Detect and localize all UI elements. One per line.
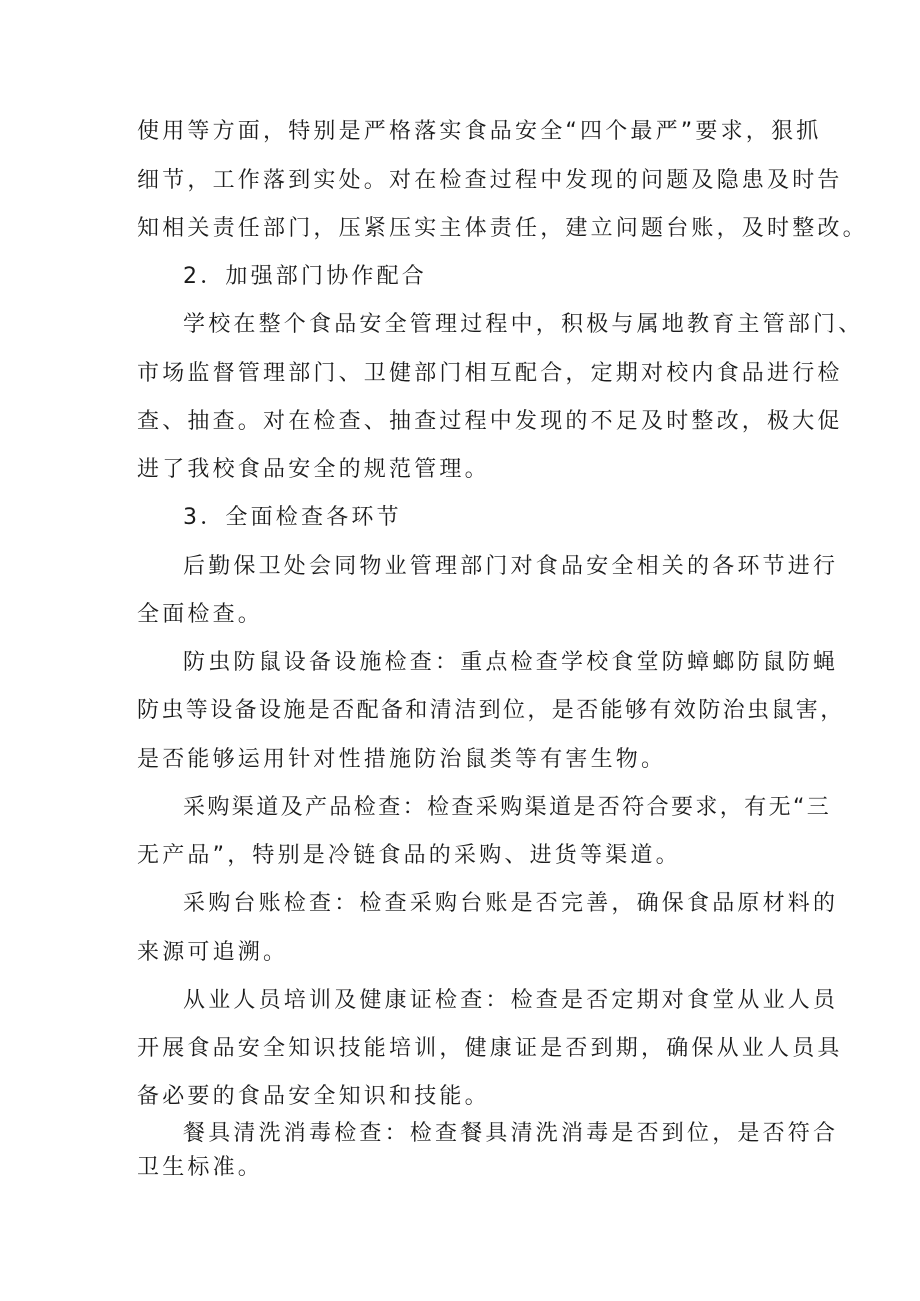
paragraph-line: 全面检查。: [137, 602, 264, 627]
section-heading: 3．全面检查各环节: [183, 505, 402, 530]
paragraph-line: 是否能够运用针对性措施防治鼠类等有害生物。: [137, 747, 667, 772]
paragraph-line: 细节，工作落到实处。对在检查过程中发现的问题及隐患及时告: [137, 168, 843, 193]
paragraph-line: 餐具清洗消毒检查：检查餐具清洗消毒是否到位，是否符合: [183, 1121, 839, 1146]
paragraph-line: 防虫等设备设施是否配备和清洁到位，是否能够有效防治虫鼠害，: [137, 698, 845, 723]
paragraph-line: 从业人员培训及健康证检查：检查是否定期对食堂从业人员: [183, 988, 839, 1013]
paragraph-line: 进了我校食品安全的规范管理。: [137, 457, 490, 482]
paragraph-line: 防虫防鼠设备设施检查：重点检查学校食堂防蟑螂防鼠防蝇: [183, 650, 839, 675]
paragraph-line: 市场监督管理部门、卫健部门相互配合，定期对校内食品进行检: [137, 361, 843, 386]
paragraph-line: 使用等方面，特别是严格落实食品安全“四个最严”要求，狠抓: [137, 119, 822, 144]
paragraph-line: 查、抽查。对在检查、抽查过程中发现的不足及时整改，极大促: [137, 409, 843, 434]
section-heading: 2．加强部门协作配合: [183, 264, 427, 289]
paragraph-line: 无产品”，特别是冷链食品的采购、进货等渠道。: [137, 843, 681, 868]
paragraph-line: 知相关责任部门，压紧压实主体责任，建立问题台账，及时整改。: [137, 216, 868, 241]
paragraph-line: 学校在整个食品安全管理过程中，积极与属地教育主管部门、: [183, 312, 864, 337]
paragraph-line: 卫生标准。: [137, 1155, 264, 1180]
paragraph-line: 备必要的食品安全知识和技能。: [137, 1084, 490, 1109]
paragraph-line: 开展食品安全知识技能培训，健康证是否到期，确保从业人员具: [137, 1036, 843, 1061]
paragraph-line: 后勤保卫处会同物业管理部门对食品安全相关的各环节进行: [183, 554, 839, 579]
paragraph-line: 来源可追溯。: [137, 940, 289, 965]
paragraph-line: 采购台账检查：检查采购台账是否完善，确保食品原材料的: [183, 891, 839, 916]
paragraph-line: 采购渠道及产品检查：检查采购渠道是否符合要求，有无“三: [183, 795, 832, 820]
